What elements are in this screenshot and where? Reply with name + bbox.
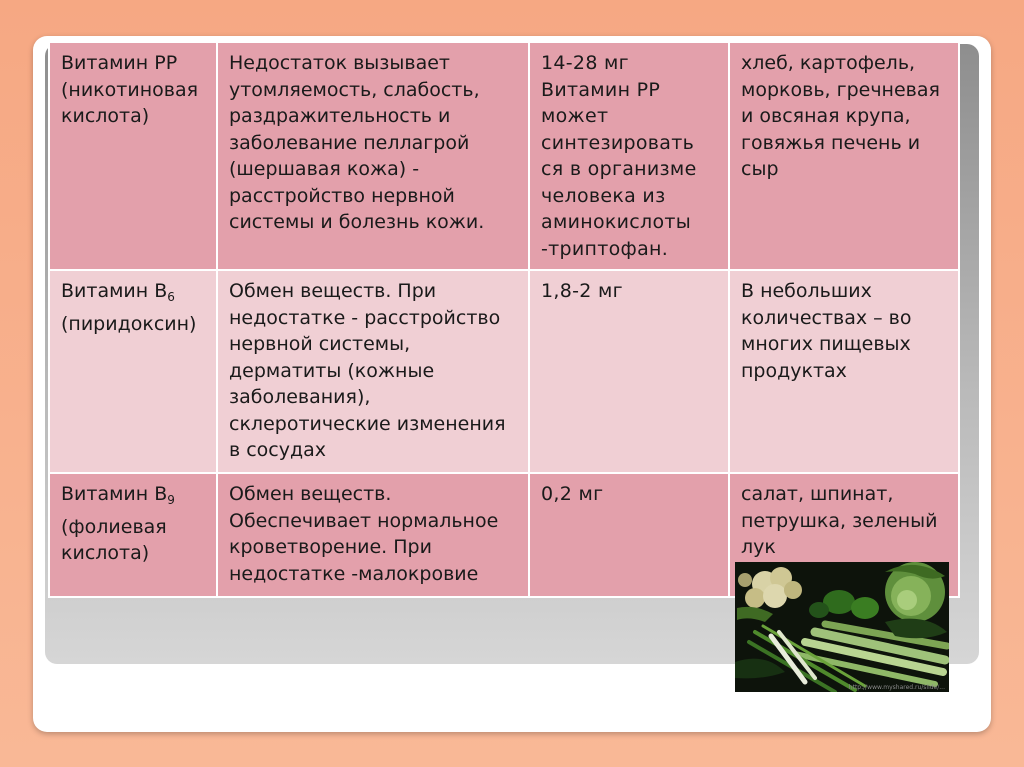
daily-dose-cell: 0,2 мг — [529, 473, 729, 597]
deficiency-effects-cell: Обмен веществ. Обеспечивает нормальное кроветворение. При недостатке -малокровие — [217, 473, 529, 597]
vitamin-chemical-name: (никотиновая кислота) — [61, 78, 199, 127]
table-row — [49, 270, 959, 473]
vitamin-subscript: 6 — [167, 290, 175, 304]
cabbage-shape — [885, 562, 945, 622]
daily-dose-cell: 14-28 мг Витамин PP может синтезировать ся в организме человека из аминокислоты -триптофан. — [529, 42, 729, 270]
deficiency-effects-cell: Обмен веществ. При недостатке - расстройство нервной системы, дерматиты (кожные заболевания), склеротические изменения в сосудах — [217, 270, 529, 473]
vitamin-name: Витамин PP — [61, 52, 178, 74]
food-sources-cell: салат, шпинат, петрушка, зеленый лук — [729, 473, 959, 597]
vitamins-table — [48, 41, 960, 598]
food-sources-cell: В небольших количествах – во многих пищевых продуктах — [729, 270, 959, 473]
vitamin-chemical-name: (фолиевая кислота) — [61, 515, 167, 564]
vitamin-name-cell — [49, 42, 217, 270]
vitamin-chemical-name: (пиридоксин) — [61, 312, 197, 335]
vitamin-name-cell — [49, 473, 217, 597]
vitamin-subscript: 9 — [167, 493, 175, 507]
vegetables-photo — [735, 562, 949, 692]
food-sources-cell: хлеб, картофель, морковь, гречневая и овсяная крупа, говяжья печень и сыр — [729, 42, 959, 270]
vegetables-illustration — [735, 562, 949, 692]
vitamin-name: Витамин B — [61, 280, 168, 302]
photo-caption: http://www.myshared.ru/slide/... — [848, 684, 945, 691]
vitamin-name-cell — [49, 270, 217, 473]
table-row — [49, 42, 959, 270]
deficiency-effects-cell: Недостаток вызывает утомляемость, слабость, раздражительность и заболевание пеллагрой (шершавая кожа) - расстройство нервной системы и болезнь кожи. — [217, 42, 529, 270]
vitamin-name: Витамин B — [61, 483, 168, 505]
daily-dose-cell: 1,8-2 мг — [529, 270, 729, 473]
